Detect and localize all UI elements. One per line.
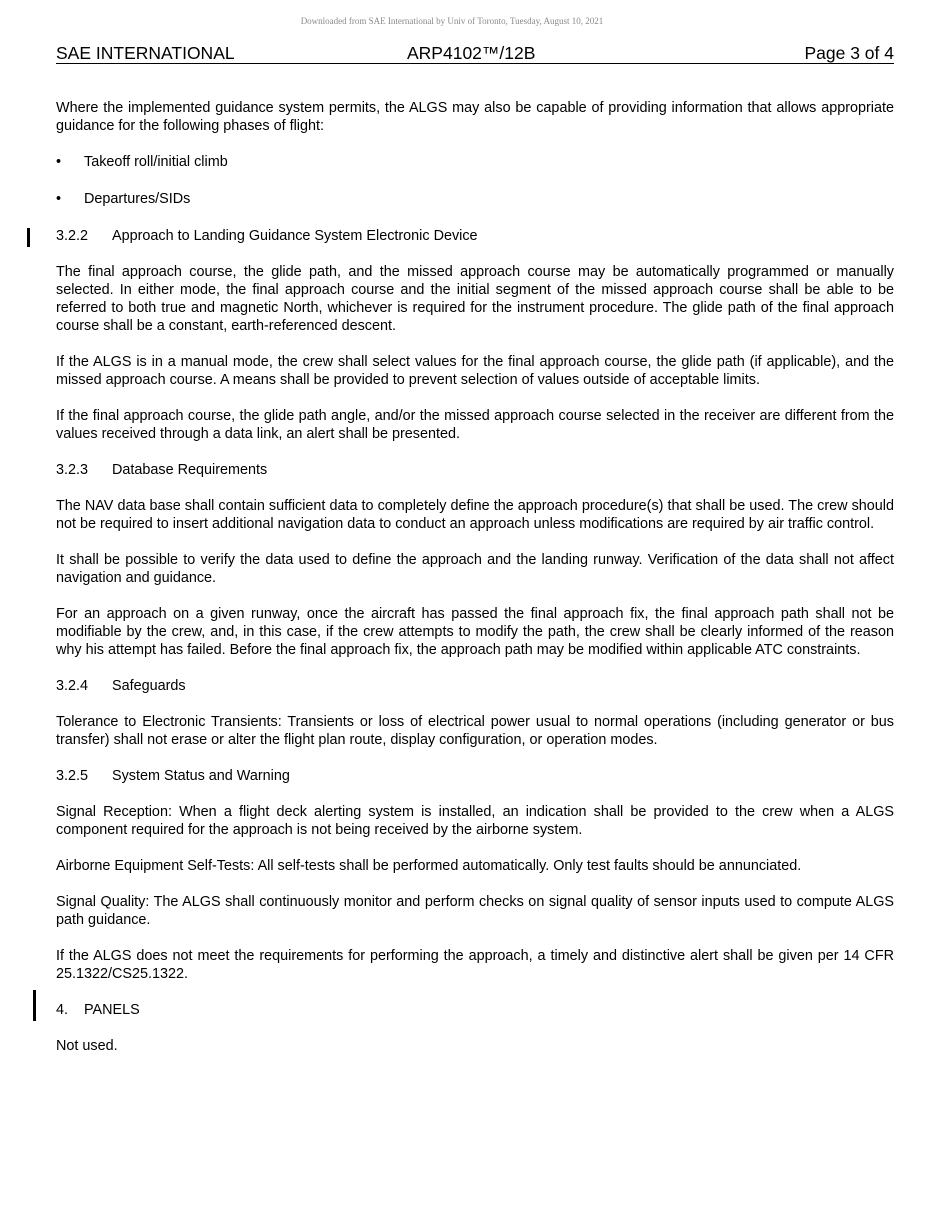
- section-title: Database Requirements: [112, 462, 268, 478]
- paragraph: The final approach course, the glide path, and the missed approach course may be automatically programmed or manually selected. In either mode, the final approach course and the initial segment of the missed approach course shall be able to be referred to both true and magnetic North, whichever is required for the instrument procedure. The glide path of the final approach course shall be a constant, earth-referenced descent.: [56, 264, 894, 334]
- section-title: Approach to Landing Guidance System Electronic Device: [112, 228, 478, 244]
- section-number: 3.2.5: [56, 768, 89, 784]
- section-number: 3.2.2: [56, 228, 89, 244]
- section-number: 3.2.4: [56, 678, 89, 694]
- section-heading-4: [56, 1001, 894, 1019]
- bullet-item: [56, 190, 894, 208]
- header-page-number: Page 3 of 4: [804, 43, 894, 63]
- paragraph: The NAV data base shall contain sufficient data to completely define the approach procedure(s) that shall be used. The crew should not be required to insert additional navigation data to conduct an approach unless modifications are required by air traffic control.: [56, 498, 894, 532]
- revision-change-bar: [33, 990, 36, 1021]
- bullet-text: Departures/SIDs: [84, 191, 191, 207]
- section-heading-3-2-4: [56, 677, 894, 695]
- paragraph: If the final approach course, the glide path angle, and/or the missed approach course selected in the receiver are different from the values received through a data link, an alert shall be presented.: [56, 408, 894, 442]
- bullet-dot-icon: •: [56, 191, 62, 207]
- section-number: 3.2.3: [56, 462, 89, 478]
- header-document-id: ARP4102™/12B: [407, 43, 536, 63]
- paragraph: For an approach on a given runway, once the aircraft has passed the final approach fix, the final approach path shall not be modifiable by the crew, and, in this case, if the crew attempts to modify the path, the crew shall be clearly informed of the reason why his attempt has failed. Before the final approach fix, the approach path may be modified within applicable ATC constraints.: [56, 606, 894, 658]
- section-title: PANELS: [84, 1002, 140, 1018]
- download-watermark: Downloaded from SAE International by Univ of Toronto, Tuesday, August 10, 2021: [300, 16, 604, 26]
- bullet-dot-icon: •: [56, 154, 62, 170]
- paragraph: It shall be possible to verify the data used to define the approach and the landing runway. Verification of the data shall not affect navigation and guidance.: [56, 552, 894, 586]
- intro-paragraph: Where the implemented guidance system permits, the ALGS may also be capable of providing information that allows appropriate guidance for the following phases of flight:: [56, 100, 894, 134]
- revision-change-bar: [27, 228, 30, 247]
- paragraph: Not used.: [56, 1038, 118, 1054]
- paragraph: If the ALGS does not meet the requirements for performing the approach, a timely and distinctive alert shall be given per 14 CFR 25.1322/CS25.1322.: [56, 948, 894, 982]
- section-title: System Status and Warning: [112, 768, 290, 784]
- paragraph: Airborne Equipment Self-Tests: All self-tests shall be performed automatically. Only test faults should be annunciated.: [56, 858, 802, 874]
- page-header: [56, 43, 894, 64]
- section-title: Safeguards: [112, 678, 186, 694]
- paragraph: Signal Reception: When a flight deck alerting system is installed, an indication shall be provided to the crew when a ALGS component required for the approach is not being received by the airborne system.: [56, 804, 894, 838]
- paragraph: If the ALGS is in a manual mode, the crew shall select values for the final approach course, the glide path (if applicable), and the missed approach course. A means shall be provided to prevent selection of values outside of acceptable limits.: [56, 354, 894, 388]
- bullet-item: [56, 153, 894, 171]
- section-number: 4.: [56, 1002, 69, 1018]
- document-body: [56, 99, 894, 1073]
- section-heading-3-2-3: [56, 461, 894, 479]
- bullet-text: Takeoff roll/initial climb: [84, 154, 228, 170]
- paragraph: Signal Quality: The ALGS shall continuously monitor and perform checks on signal quality of sensor inputs used to compute ALGS path guidance.: [56, 894, 894, 928]
- section-heading-3-2-2: [56, 227, 894, 245]
- section-heading-3-2-5: [56, 767, 894, 785]
- paragraph: Tolerance to Electronic Transients: Transients or loss of electrical power usual to normal operations (including generator or bus transfer) shall not erase or alter the flight plan route, display configuration, or operation modes.: [56, 714, 894, 748]
- header-organization: SAE INTERNATIONAL: [56, 43, 235, 63]
